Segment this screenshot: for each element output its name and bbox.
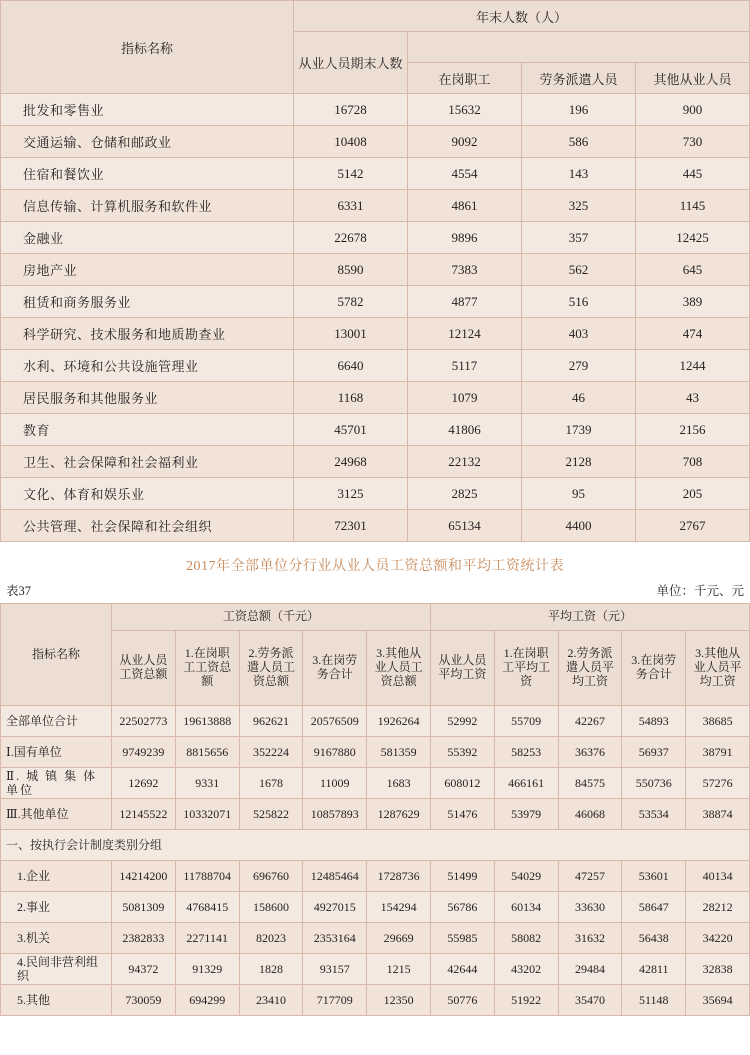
table-row [1, 892, 750, 923]
col-header-dispatched-staff: 劳务派遣人员 [522, 63, 636, 94]
col-header-group-year-end: 年末人数（人） [294, 1, 750, 32]
cell-avg-wage-all: 608012 [430, 768, 494, 799]
cell-avg-wage-sum: 42811 [622, 954, 686, 985]
cell-dispatched: 143 [522, 158, 636, 190]
cell-total-wage-all: 22502773 [112, 706, 176, 737]
cell-avg-wage-dispatched: 36376 [558, 737, 622, 768]
table-row [1, 94, 750, 126]
cell-total-wage-dispatched: 696760 [239, 861, 303, 892]
cell-avg-wage-all: 52992 [430, 706, 494, 737]
cell-avg-wage-sum: 56937 [622, 737, 686, 768]
table-row [1, 706, 750, 737]
cell-total: 5142 [294, 158, 408, 190]
cell-avg-wage-dispatched: 33630 [558, 892, 622, 923]
cell-avg-wage-on-post: 54029 [494, 861, 558, 892]
cell-other: 730 [636, 126, 750, 158]
col-header-total-employees: 从业人员期末人数 [294, 32, 408, 94]
cell-dispatched: 325 [522, 190, 636, 222]
cell-avg-wage-sum: 53601 [622, 861, 686, 892]
table-row [1, 158, 750, 190]
cell-total-wage-sum: 11009 [303, 768, 367, 799]
cell-total-wage-all: 12692 [112, 768, 176, 799]
table-row [1, 286, 750, 318]
cell-dispatched: 357 [522, 222, 636, 254]
cell-total-wage-other: 581359 [367, 737, 431, 768]
col-header-indicator-name: 指标名称 [1, 1, 294, 94]
cell-total-wage-other: 154294 [367, 892, 431, 923]
cell-dispatched: 562 [522, 254, 636, 286]
cell-on-post: 65134 [408, 510, 522, 542]
cell-total-wage-dispatched: 1678 [239, 768, 303, 799]
cell-other: 645 [636, 254, 750, 286]
cell-avg-wage-on-post: 60134 [494, 892, 558, 923]
row-label: 3.机关 [1, 923, 112, 954]
cell-on-post: 15632 [408, 94, 522, 126]
table-meta-row [0, 581, 750, 603]
cell-avg-wage-dispatched: 46068 [558, 799, 622, 830]
cell-other: 389 [636, 286, 750, 318]
table-row [1, 382, 750, 414]
col-header-total-wage-other: 3.其他从业人员工资总额 [367, 631, 431, 706]
row-label: 文化、体育和娱乐业 [1, 478, 294, 510]
cell-on-post: 12124 [408, 318, 522, 350]
section-title: 2017年全部单位分行业从业人员工资总额和平均工资统计表 [186, 559, 564, 574]
cell-total-wage-other: 1215 [367, 954, 431, 985]
cell-total: 6640 [294, 350, 408, 382]
cell-total: 24968 [294, 446, 408, 478]
cell-total: 1168 [294, 382, 408, 414]
table-row [1, 737, 750, 768]
table-number: 表37 [6, 584, 32, 598]
cell-avg-wage-dispatched: 31632 [558, 923, 622, 954]
cell-total-wage-sum: 93157 [303, 954, 367, 985]
wage-table-head [1, 604, 750, 706]
cell-total-wage-sum: 10857893 [303, 799, 367, 830]
cell-avg-wage-dispatched: 29484 [558, 954, 622, 985]
cell-on-post: 5117 [408, 350, 522, 382]
cell-total-wage-other: 12350 [367, 985, 431, 1016]
cell-avg-wage-other: 38874 [686, 799, 750, 830]
cell-dispatched: 403 [522, 318, 636, 350]
cell-on-post: 41806 [408, 414, 522, 446]
cell-total-wage-all: 9749239 [112, 737, 176, 768]
col-header-avg-wage-other: 3.其他从业人员平均工资 [686, 631, 750, 706]
cell-total-wage-sum: 20576509 [303, 706, 367, 737]
cell-dispatched: 279 [522, 350, 636, 382]
cell-avg-wage-sum: 53534 [622, 799, 686, 830]
table-row [1, 478, 750, 510]
cell-avg-wage-on-post: 51922 [494, 985, 558, 1016]
cell-total: 72301 [294, 510, 408, 542]
cell-total: 45701 [294, 414, 408, 446]
table-group-row [1, 830, 750, 861]
cell-avg-wage-on-post: 466161 [494, 768, 558, 799]
row-label: 科学研究、技术服务和地质勘查业 [1, 318, 294, 350]
cell-dispatched: 1739 [522, 414, 636, 446]
cell-dispatched: 586 [522, 126, 636, 158]
row-label: 金融业 [1, 222, 294, 254]
cell-other: 2767 [636, 510, 750, 542]
row-label: 1.企业 [1, 861, 112, 892]
row-label: 教育 [1, 414, 294, 446]
table-row [1, 254, 750, 286]
cell-avg-wage-all: 42644 [430, 954, 494, 985]
cell-other: 474 [636, 318, 750, 350]
employment-table-body [1, 94, 750, 542]
cell-on-post: 4554 [408, 158, 522, 190]
table-row [1, 799, 750, 830]
cell-total: 16728 [294, 94, 408, 126]
cell-avg-wage-dispatched: 47257 [558, 861, 622, 892]
cell-avg-wage-dispatched: 42267 [558, 706, 622, 737]
cell-other: 708 [636, 446, 750, 478]
row-label: 全部单位合计 [1, 706, 112, 737]
cell-total-wage-sum: 9167880 [303, 737, 367, 768]
table-row [1, 414, 750, 446]
cell-total-wage-other: 1926264 [367, 706, 431, 737]
table-row [1, 861, 750, 892]
cell-dispatched: 4400 [522, 510, 636, 542]
cell-total-wage-dispatched: 525822 [239, 799, 303, 830]
cell-total-wage-on-post: 11788704 [175, 861, 239, 892]
cell-other: 445 [636, 158, 750, 190]
cell-other: 205 [636, 478, 750, 510]
cell-avg-wage-all: 51476 [430, 799, 494, 830]
cell-avg-wage-all: 56786 [430, 892, 494, 923]
cell-total-wage-sum: 2353164 [303, 923, 367, 954]
cell-avg-wage-sum: 54893 [622, 706, 686, 737]
table-row [1, 923, 750, 954]
col-header-avg-wage-all: 从业人员平均工资 [430, 631, 494, 706]
table-row [1, 190, 750, 222]
cell-total-wage-on-post: 91329 [175, 954, 239, 985]
cell-on-post: 22132 [408, 446, 522, 478]
cell-total-wage-sum: 12485464 [303, 861, 367, 892]
cell-total-wage-dispatched: 352224 [239, 737, 303, 768]
row-label: Ⅲ.其他单位 [1, 799, 112, 830]
col-header-other-staff: 其他从业人员 [636, 63, 750, 94]
cell-dispatched: 516 [522, 286, 636, 318]
row-label: 水利、环境和公共设施管理业 [1, 350, 294, 382]
row-label: Ⅰ.国有单位 [1, 737, 112, 768]
cell-total-wage-on-post: 10332071 [175, 799, 239, 830]
cell-total-wage-on-post: 694299 [175, 985, 239, 1016]
cell-avg-wage-other: 35694 [686, 985, 750, 1016]
cell-total: 5782 [294, 286, 408, 318]
cell-dispatched: 95 [522, 478, 636, 510]
cell-total-wage-all: 94372 [112, 954, 176, 985]
table-row [1, 985, 750, 1016]
table-row [1, 222, 750, 254]
col-header-total-wage-onpost-dispatch-sum: 3.在岗劳务合计 [303, 631, 367, 706]
cell-avg-wage-other: 28212 [686, 892, 750, 923]
cell-avg-wage-sum: 56438 [622, 923, 686, 954]
cell-total-wage-all: 2382833 [112, 923, 176, 954]
cell-dispatched: 196 [522, 94, 636, 126]
cell-other: 900 [636, 94, 750, 126]
cell-total-wage-on-post: 19613888 [175, 706, 239, 737]
row-label: 4.民间非营利组织 [1, 954, 112, 985]
row-label: 交通运输、仓储和邮政业 [1, 126, 294, 158]
table-row [1, 350, 750, 382]
cell-total-wage-all: 730059 [112, 985, 176, 1016]
cell-total-wage-other: 1728736 [367, 861, 431, 892]
row-label: 卫生、社会保障和社会福利业 [1, 446, 294, 478]
cell-on-post: 2825 [408, 478, 522, 510]
cell-other: 43 [636, 382, 750, 414]
cell-avg-wage-sum: 51148 [622, 985, 686, 1016]
col-header-group-total-wages: 工资总额（千元） [112, 604, 431, 631]
cell-avg-wage-other: 34220 [686, 923, 750, 954]
row-label: 2.事业 [1, 892, 112, 923]
cell-on-post: 4877 [408, 286, 522, 318]
cell-avg-wage-on-post: 55709 [494, 706, 558, 737]
wage-table [0, 603, 750, 1016]
cell-dispatched: 46 [522, 382, 636, 414]
cell-avg-wage-dispatched: 84575 [558, 768, 622, 799]
cell-total-wage-all: 5081309 [112, 892, 176, 923]
cell-avg-wage-all: 50776 [430, 985, 494, 1016]
cell-total: 6331 [294, 190, 408, 222]
cell-total: 13001 [294, 318, 408, 350]
cell-avg-wage-on-post: 43202 [494, 954, 558, 985]
cell-other: 12425 [636, 222, 750, 254]
row-label: 居民服务和其他服务业 [1, 382, 294, 414]
col-header-indicator-name: 指标名称 [1, 604, 112, 706]
row-label: 住宿和餐饮业 [1, 158, 294, 190]
col-header-total-wage-all: 从业人员工资总额 [112, 631, 176, 706]
col-header-total-wage-dispatched: 2.劳务派遣人员工资总额 [239, 631, 303, 706]
cell-on-post: 9896 [408, 222, 522, 254]
cell-total-wage-dispatched: 1828 [239, 954, 303, 985]
cell-on-post: 7383 [408, 254, 522, 286]
table-row [1, 318, 750, 350]
col-header-avg-wage-onpost-dispatch-sum: 3.在岗劳务合计 [622, 631, 686, 706]
row-label: Ⅱ. 城 镇 集 体单位 [1, 768, 112, 799]
cell-total-wage-sum: 4927015 [303, 892, 367, 923]
cell-total-wage-other: 29669 [367, 923, 431, 954]
wage-table-body [1, 706, 750, 1016]
cell-total-wage-other: 1287629 [367, 799, 431, 830]
cell-total: 8590 [294, 254, 408, 286]
cell-avg-wage-all: 55985 [430, 923, 494, 954]
cell-on-post: 1079 [408, 382, 522, 414]
col-header-avg-wage-dispatched: 2.劳务派遣人员平均工资 [558, 631, 622, 706]
cell-avg-wage-all: 51499 [430, 861, 494, 892]
cell-total-wage-sum: 717709 [303, 985, 367, 1016]
cell-total: 3125 [294, 478, 408, 510]
cell-avg-wage-on-post: 53979 [494, 799, 558, 830]
table-row [1, 126, 750, 158]
cell-avg-wage-on-post: 58253 [494, 737, 558, 768]
cell-avg-wage-on-post: 58082 [494, 923, 558, 954]
row-label: 批发和零售业 [1, 94, 294, 126]
row-label: 一、按执行会计制度类别分组 [1, 830, 750, 861]
cell-on-post: 4861 [408, 190, 522, 222]
unit-note: 单位：千元、元 [656, 584, 744, 598]
cell-avg-wage-other: 40134 [686, 861, 750, 892]
cell-avg-wage-dispatched: 35470 [558, 985, 622, 1016]
cell-total-wage-dispatched: 962621 [239, 706, 303, 737]
row-label: 公共管理、社会保障和社会组织 [1, 510, 294, 542]
cell-total-wage-dispatched: 82023 [239, 923, 303, 954]
cell-avg-wage-other: 38685 [686, 706, 750, 737]
employment-table-head [1, 1, 750, 94]
row-label: 信息传输、计算机服务和软件业 [1, 190, 294, 222]
row-label: 房地产业 [1, 254, 294, 286]
table-row [1, 954, 750, 985]
cell-total-wage-dispatched: 158600 [239, 892, 303, 923]
cell-total-wage-on-post: 2271141 [175, 923, 239, 954]
cell-total-wage-on-post: 8815656 [175, 737, 239, 768]
cell-total-wage-on-post: 9331 [175, 768, 239, 799]
cell-total-wage-dispatched: 23410 [239, 985, 303, 1016]
cell-avg-wage-sum: 58647 [622, 892, 686, 923]
cell-other: 1145 [636, 190, 750, 222]
cell-other: 1244 [636, 350, 750, 382]
cell-total-wage-other: 1683 [367, 768, 431, 799]
cell-avg-wage-other: 32838 [686, 954, 750, 985]
cell-total-wage-all: 14214200 [112, 861, 176, 892]
cell-avg-wage-all: 55392 [430, 737, 494, 768]
table-row [1, 510, 750, 542]
cell-total-wage-on-post: 4768415 [175, 892, 239, 923]
table-row [1, 768, 750, 799]
cell-other: 2156 [636, 414, 750, 446]
row-label: 5.其他 [1, 985, 112, 1016]
cell-avg-wage-other: 57276 [686, 768, 750, 799]
cell-avg-wage-other: 38791 [686, 737, 750, 768]
row-label: 租赁和商务服务业 [1, 286, 294, 318]
col-header-group-average-wages: 平均工资（元） [430, 604, 749, 631]
cell-total: 22678 [294, 222, 408, 254]
table-row [1, 446, 750, 478]
col-header-on-post-staff: 在岗职工 [408, 63, 522, 94]
cell-total: 10408 [294, 126, 408, 158]
cell-dispatched: 2128 [522, 446, 636, 478]
col-header-avg-wage-on-post: 1.在岗职工平均工资 [494, 631, 558, 706]
col-header-total-wage-on-post: 1.在岗职工工资总额 [175, 631, 239, 706]
cell-on-post: 9092 [408, 126, 522, 158]
cell-avg-wage-sum: 550736 [622, 768, 686, 799]
cell-total-wage-all: 12145522 [112, 799, 176, 830]
